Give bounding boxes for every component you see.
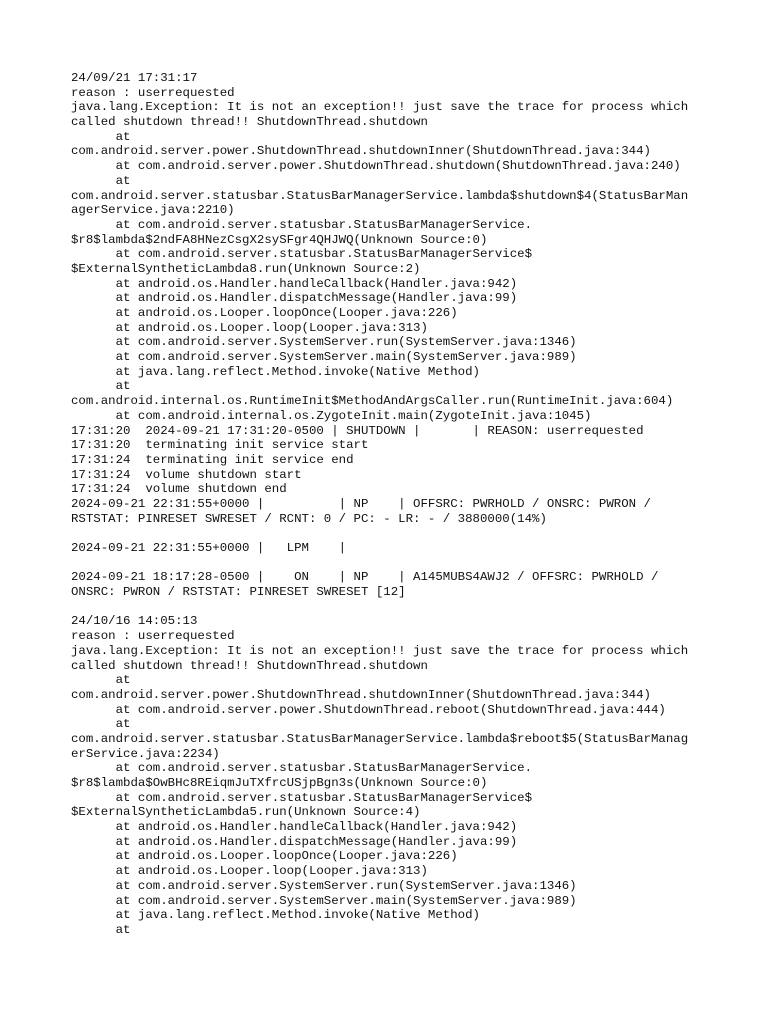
log-document	[71, 71, 711, 938]
log-line: com.android.server.power.ShutdownThread.shutdownInner(ShutdownThread.java:344)	[71, 144, 651, 159]
log-line: com.android.server.statusbar.StatusBarManagerService.lambda$shutdown$4(StatusBarMan	[71, 188, 689, 203]
log-line: ONSRC: PWRON / RSTSTAT: PINRESET SWRESET [12]	[71, 585, 406, 600]
blank-line	[71, 556, 711, 571]
log-line: $r8$lambda$OwBHc8REiqmJuTXfrcUSjpBgn3s(Unknown Source:0)	[71, 776, 488, 790]
log-line: at	[71, 922, 131, 937]
log-line: at android.os.Handler.handleCallback(Handler.java:942)	[71, 276, 518, 291]
log-line: at java.lang.reflect.Method.invoke(Native Method)	[71, 364, 480, 379]
log-line: at android.os.Looper.loop(Looper.java:313)	[71, 320, 428, 335]
log-line: $ExternalSyntheticLambda8.run(Unknown Source:2)	[71, 261, 421, 276]
log-line: at com.android.internal.os.ZygoteInit.main(ZygoteInit.java:1045)	[71, 408, 592, 423]
log-line: 17:31:24 volume shutdown start	[71, 467, 302, 482]
log-line: at	[71, 379, 131, 394]
log-line: at	[71, 717, 131, 732]
log-line: at	[71, 673, 131, 688]
log-line: $r8$lambda$2ndFA8HNezCsgX2sySFgr4QHJWQ(Unknown Source:0)	[71, 232, 488, 247]
blank-line	[71, 526, 711, 541]
log-line: at com.android.server.statusbar.StatusBarManagerService$	[71, 247, 533, 262]
log-line: 17:31:20 2024-09-21 17:31:20-0500 | SHUTDOWN | | REASON: userrequested	[71, 423, 644, 438]
log-line: com.android.internal.os.RuntimeInit$MethodAndArgsCaller.run(RuntimeInit.java:604)	[71, 394, 674, 409]
log-line: at android.os.Handler.dispatchMessage(Handler.java:99)	[71, 834, 518, 849]
log-line: called shutdown thread!! ShutdownThread.shutdown	[71, 658, 428, 673]
log-line: 2024-09-21 18:17:28-0500 | ON | NP | A145MUBS4AWJ2 / OFFSRC: PWRHOLD /	[71, 570, 659, 585]
log-line: at android.os.Handler.handleCallback(Handler.java:942)	[71, 820, 518, 835]
log-line: 2024-09-21 22:31:55+0000 | LPM |	[71, 541, 347, 555]
log-line: $ExternalSyntheticLambda5.run(Unknown Source:4)	[71, 805, 421, 820]
log-line: at com.android.server.SystemServer.main(SystemServer.java:989)	[71, 893, 577, 908]
log-line: java.lang.Exception: It is not an exception!! just save the trace for process which	[71, 643, 689, 658]
log-line: at	[71, 129, 131, 144]
log-line: com.android.server.power.ShutdownThread.shutdownInner(ShutdownThread.java:344)	[71, 687, 651, 702]
log-line: com.android.server.statusbar.StatusBarManagerService.lambda$reboot$5(StatusBarManag	[71, 731, 689, 746]
log-line: at com.android.server.power.ShutdownThread.shutdown(ShutdownThread.java:240)	[71, 159, 681, 174]
log-line: 24/10/16 14:05:13	[71, 614, 198, 629]
log-line: 24/09/21 17:31:17	[71, 71, 198, 85]
log-line: 17:31:24 terminating init service end	[71, 452, 354, 467]
log-line: at com.android.server.SystemServer.run(SystemServer.java:1346)	[71, 878, 577, 893]
log-line: at android.os.Handler.dispatchMessage(Handler.java:99)	[71, 291, 518, 306]
log-line: java.lang.Exception: It is not an exception!! just save the trace for process which	[71, 100, 689, 115]
log-line: agerService.java:2210)	[71, 203, 235, 218]
log-line: 17:31:24 volume shutdown end	[71, 482, 287, 497]
log-line: reason : userrequested	[71, 85, 235, 100]
log-line: 17:31:20 terminating init service start	[71, 438, 369, 453]
log-line: at com.android.server.statusbar.StatusBarManagerService.	[71, 761, 533, 776]
log-line: at android.os.Looper.loop(Looper.java:313)	[71, 864, 428, 879]
log-line: 2024-09-21 22:31:55+0000 | | NP | OFFSRC: PWRHOLD / ONSRC: PWRON /	[71, 496, 651, 511]
blank-line	[71, 600, 711, 615]
log-line: at com.android.server.statusbar.StatusBarManagerService$	[71, 790, 533, 805]
log-line: at com.android.server.SystemServer.run(SystemServer.java:1346)	[71, 335, 577, 350]
log-line: at com.android.server.statusbar.StatusBarManagerService.	[71, 217, 533, 232]
log-line: at com.android.server.power.ShutdownThread.reboot(ShutdownThread.java:444)	[71, 702, 666, 717]
log-line: at java.lang.reflect.Method.invoke(Native Method)	[71, 908, 480, 923]
log-line: reason : userrequested	[71, 629, 235, 644]
log-line: at android.os.Looper.loopOnce(Looper.java:226)	[71, 306, 458, 320]
log-line: at android.os.Looper.loopOnce(Looper.java:226)	[71, 849, 458, 864]
log-line: called shutdown thread!! ShutdownThread.shutdown	[71, 115, 428, 130]
log-line: RSTSTAT: PINRESET SWRESET / RCNT: 0 / PC: - LR: - / 3880000(14%)	[71, 511, 547, 526]
log-line: at com.android.server.SystemServer.main(SystemServer.java:989)	[71, 350, 577, 365]
log-line: at	[71, 173, 131, 188]
log-line: erService.java:2234)	[71, 746, 220, 761]
